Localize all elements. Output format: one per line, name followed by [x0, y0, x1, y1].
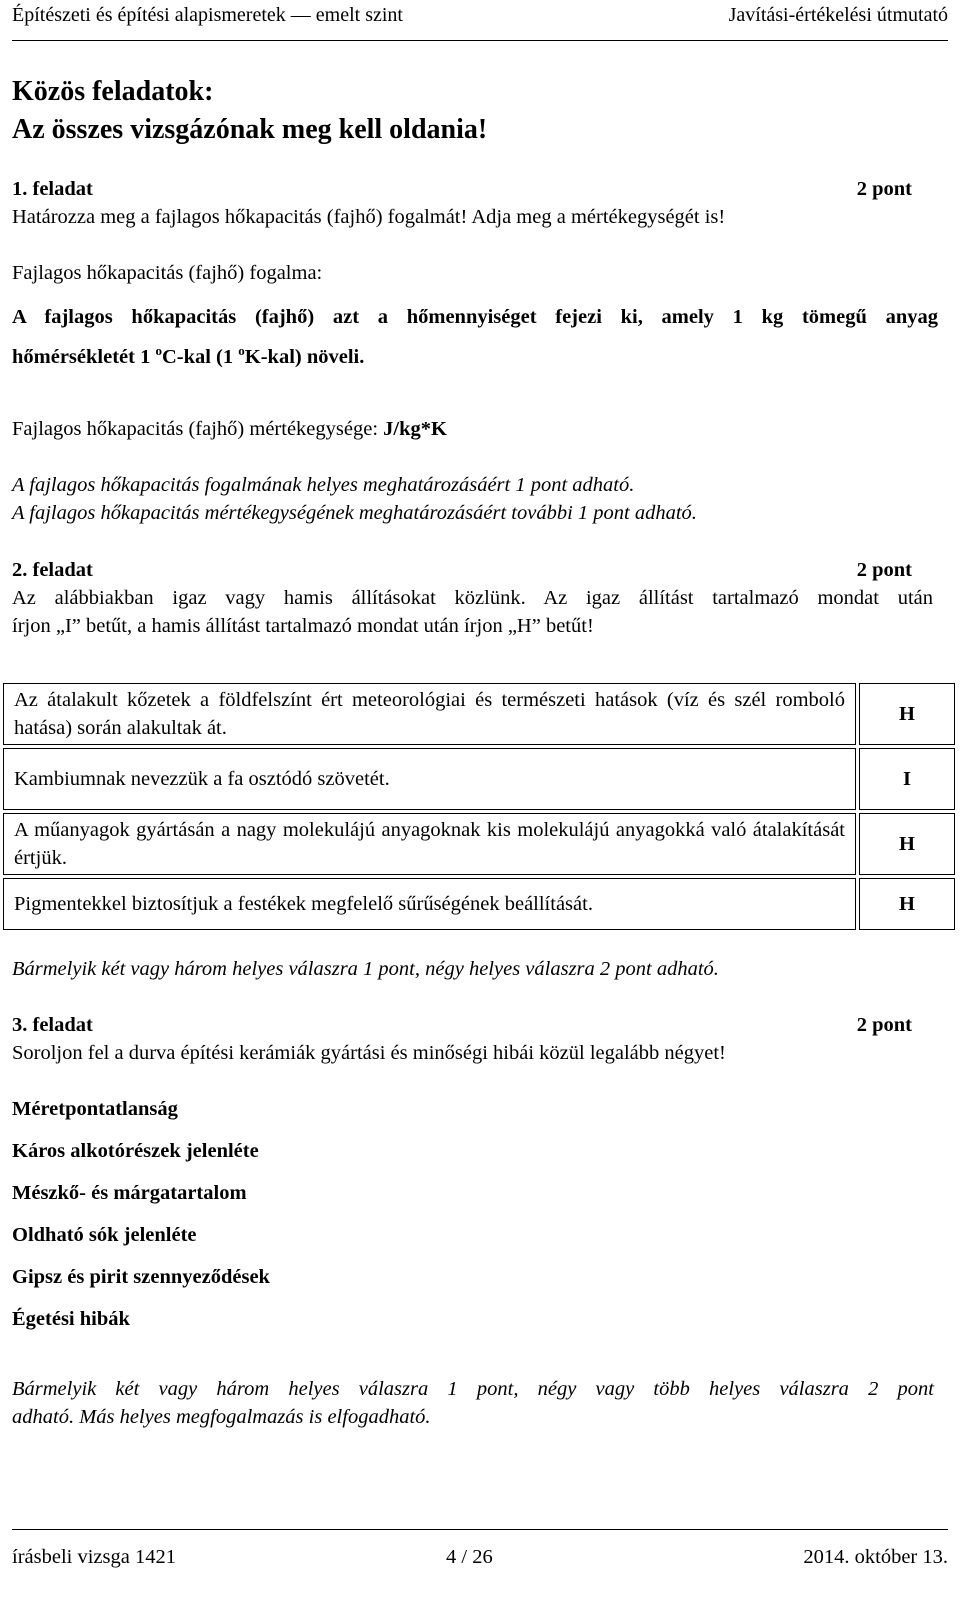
task3-scoring-note-line2: adható. Más helyes megfogalmazás is elfogadható.	[12, 1406, 431, 1428]
task3-answer-item: Égetési hibák	[12, 1308, 130, 1330]
statement-cell: Az átalakult kőzetek a földfelszínt ért meteorológiai és természeti hatások (víz és szél romboló hatása) során alakultak át.	[3, 683, 856, 745]
footer-page-number: 4 / 26	[446, 1546, 493, 1568]
footer-right: 2014. október 13.	[803, 1546, 948, 1568]
task2-points: 2 pont	[856, 559, 912, 581]
task3-scoring-note-line1: Bármelyik két vagy három helyes válaszra 1 pont, négy vagy több helyes válaszra 2 pont	[12, 1378, 934, 1400]
task2-question-line2: írjon „I” betűt, a hamis állítást tartalmazó mondat után írjon „H” betűt!	[12, 615, 594, 637]
task1-question: Határozza meg a fajlagos hőkapacitás (fajhő) fogalmát! Adja meg a mértékegységét is!	[12, 206, 726, 228]
task1-points: 2 pont	[856, 178, 912, 200]
table-row	[3, 748, 955, 810]
task1-unit: Fajlagos hőkapacitás (fajhő) mértékegysége: J/kg*K	[12, 418, 447, 440]
task3-question: Soroljon fel a durva építési kerámiák gyártási és minőségi hibái közül legalább négyet!	[12, 1042, 726, 1064]
answer-cell: H	[859, 878, 955, 930]
task3-answer-item: Káros alkotórészek jelenléte	[12, 1140, 259, 1162]
table-row	[3, 683, 955, 745]
table-row	[3, 878, 955, 930]
table-row	[3, 813, 955, 875]
statement-cell: A műanyagok gyártásán a nagy molekulájú anyagoknak kis molekulájú anyagokká való átalakítását értjük.	[3, 813, 856, 875]
answer-cell: I	[859, 748, 955, 810]
header-divider	[12, 40, 948, 41]
header-left: Építészeti és építési alapismeretek — emelt szint	[12, 4, 403, 26]
answer-cell: H	[859, 813, 955, 875]
answer-cell: H	[859, 683, 955, 745]
statement-cell: Kambiumnak nevezzük a fa osztódó szövetét.	[3, 748, 856, 810]
task1-definition-line1: A fajlagos hőkapacitás (fajhő) azt a hőmennyiséget fejezi ki, amely 1 kg tömegű anyag	[12, 306, 938, 328]
task1-number: 1. feladat	[12, 178, 93, 200]
section-title: Közös feladatok:	[12, 76, 214, 107]
task3-answer-item: Méretpontatlanság	[12, 1098, 178, 1120]
task1-definition-line2: hőmérsékletét 1 $^o$C-kal (1 $^o$K-kal) növeli.	[12, 343, 365, 368]
footer-left: írásbeli vizsga 1421	[12, 1546, 176, 1568]
task3-answer-item: Gipsz és pirit szennyeződések	[12, 1266, 270, 1288]
task3-answer-item: Oldható sók jelenléte	[12, 1224, 197, 1246]
task1-scoring-note-1: A fajlagos hőkapacitás fogalmának helyes meghatározásáért 1 pont adható.	[12, 474, 635, 496]
task3-answer-item: Mészkő- és márgatartalom	[12, 1182, 247, 1204]
section-subtitle: Az összes vizsgázónak meg kell oldania!	[12, 114, 488, 145]
footer-divider	[12, 1529, 948, 1530]
statement-cell: Pigmentekkel biztosítjuk a festékek megfelelő sűrűségének beállítását.	[3, 878, 856, 930]
header-right: Javítási-értékelési útmutató	[728, 4, 948, 26]
task2-number: 2. feladat	[12, 559, 93, 581]
task3-points: 2 pont	[856, 1014, 912, 1036]
task1-scoring-note-2: A fajlagos hőkapacitás mértékegységének meghatározásáért további 1 pont adható.	[12, 502, 697, 524]
task2-question-line1: Az alábbiakban igaz vagy hamis állításokat közlünk. Az igaz állítást tartalmazó mondat után	[12, 587, 933, 609]
task2-scoring-note: Bármelyik két vagy három helyes válaszra 1 pont, négy helyes válaszra 2 pont adható.	[12, 958, 719, 980]
task1-unit-value: J/kg*K	[383, 418, 447, 440]
true-false-table	[0, 680, 958, 933]
task1-definition-label: Fajlagos hőkapacitás (fajhő) fogalma:	[12, 262, 323, 284]
task3-number: 3. feladat	[12, 1014, 93, 1036]
